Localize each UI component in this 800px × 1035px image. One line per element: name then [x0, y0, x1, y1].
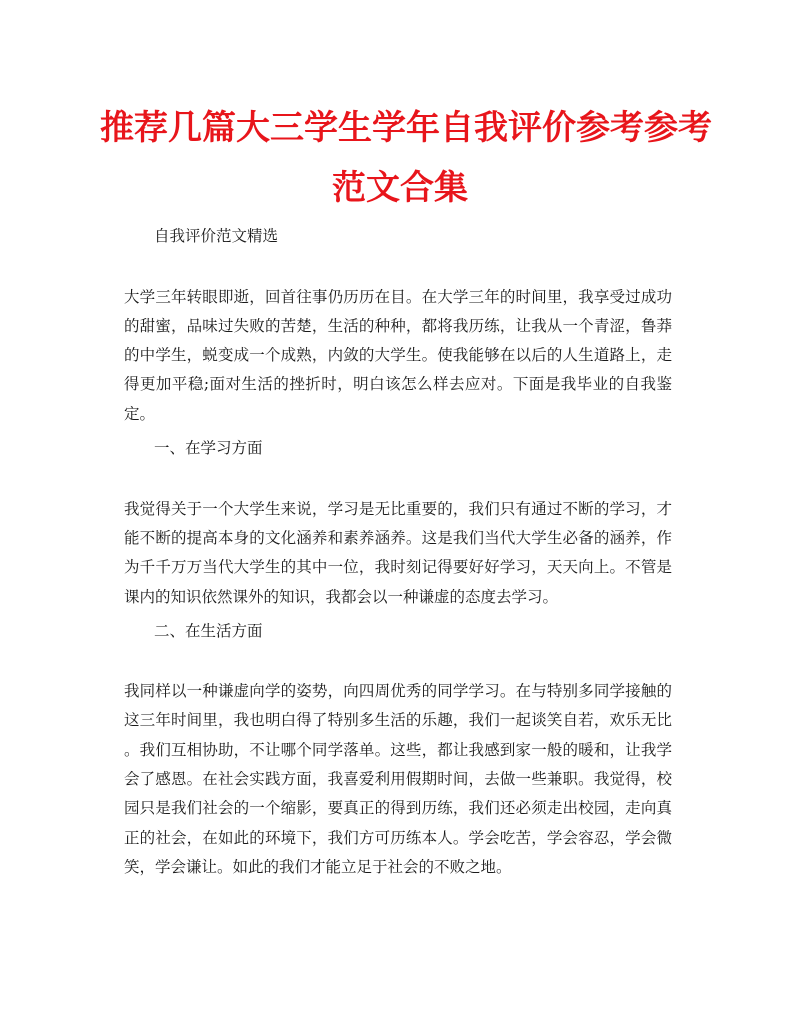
paragraph-3-line: 我同样以一种谦虚向学的姿势，向四周优秀的同学学习。在与特别多同学接触的: [124, 682, 672, 700]
paragraph-1-line: 大学三年转眼即逝，回首往事仍历历在目。在大学三年的时间里，我享受过成功: [124, 288, 672, 306]
paragraph-2-line: 课内的知识依然课外的知识，我都会以一种谦虚的态度去学习。: [124, 588, 559, 606]
paragraph-3-line: 笑，学会谦让。如此的我们才能立足于社会的不败之地。: [124, 858, 512, 876]
paragraph-3-line: 园只是我们社会的一个缩影，要真正的得到历练，我们还必须走出校园，走向真: [124, 799, 672, 817]
paragraph-1-line: 定。: [124, 405, 156, 423]
paragraph-3-line: 这三年时间里，我也明白得了特别多生活的乐趣，我们一起谈笑自若，欢乐无比: [124, 711, 672, 729]
document-title-line-2: 范文合集: [332, 168, 468, 208]
subtitle: 自我评价范文精选: [154, 227, 279, 245]
section-heading-life: 二、在生活方面: [154, 622, 263, 640]
paragraph-2-line: 能不断的提高本身的文化涵养和素养涵养。这是我们当代大学生必备的涵养，作: [124, 529, 672, 547]
document-title-line-1: 推荐几篇大三学生学年自我评价参考参考: [100, 108, 712, 148]
paragraph-2-line: 为千千万万当代大学生的其中一位，我时刻记得要好好学习，天天向上。不管是: [124, 558, 672, 576]
paragraph-1-line: 得更加平稳;面对生活的挫折时，明白该怎么样去应对。下面是我毕业的自我鉴: [124, 375, 672, 393]
paragraph-3-line: 正的社会，在如此的环境下，我们方可历练本人。学会吃苦，学会容忍，学会微: [124, 829, 672, 847]
paragraph-3-line: 。我们互相协助，不让哪个同学落单。这些，都让我感到家一般的暖和，让我学: [124, 741, 672, 759]
paragraph-1-line: 的甜蜜，品味过失败的苦楚，生活的种种，都将我历练，让我从一个青涩，鲁莽: [124, 317, 672, 335]
section-heading-study: 一、在学习方面: [154, 439, 263, 457]
paragraph-3-line: 会了感恩。在社会实践方面，我喜爱利用假期时间，去做一些兼职。我觉得，校: [124, 770, 672, 788]
paragraph-2-line: 我觉得关于一个大学生来说，学习是无比重要的，我们只有通过不断的学习，才: [124, 500, 672, 518]
paragraph-1-line: 的中学生，蜕变成一个成熟，内敛的大学生。使我能够在以后的人生道路上，走: [124, 346, 672, 364]
